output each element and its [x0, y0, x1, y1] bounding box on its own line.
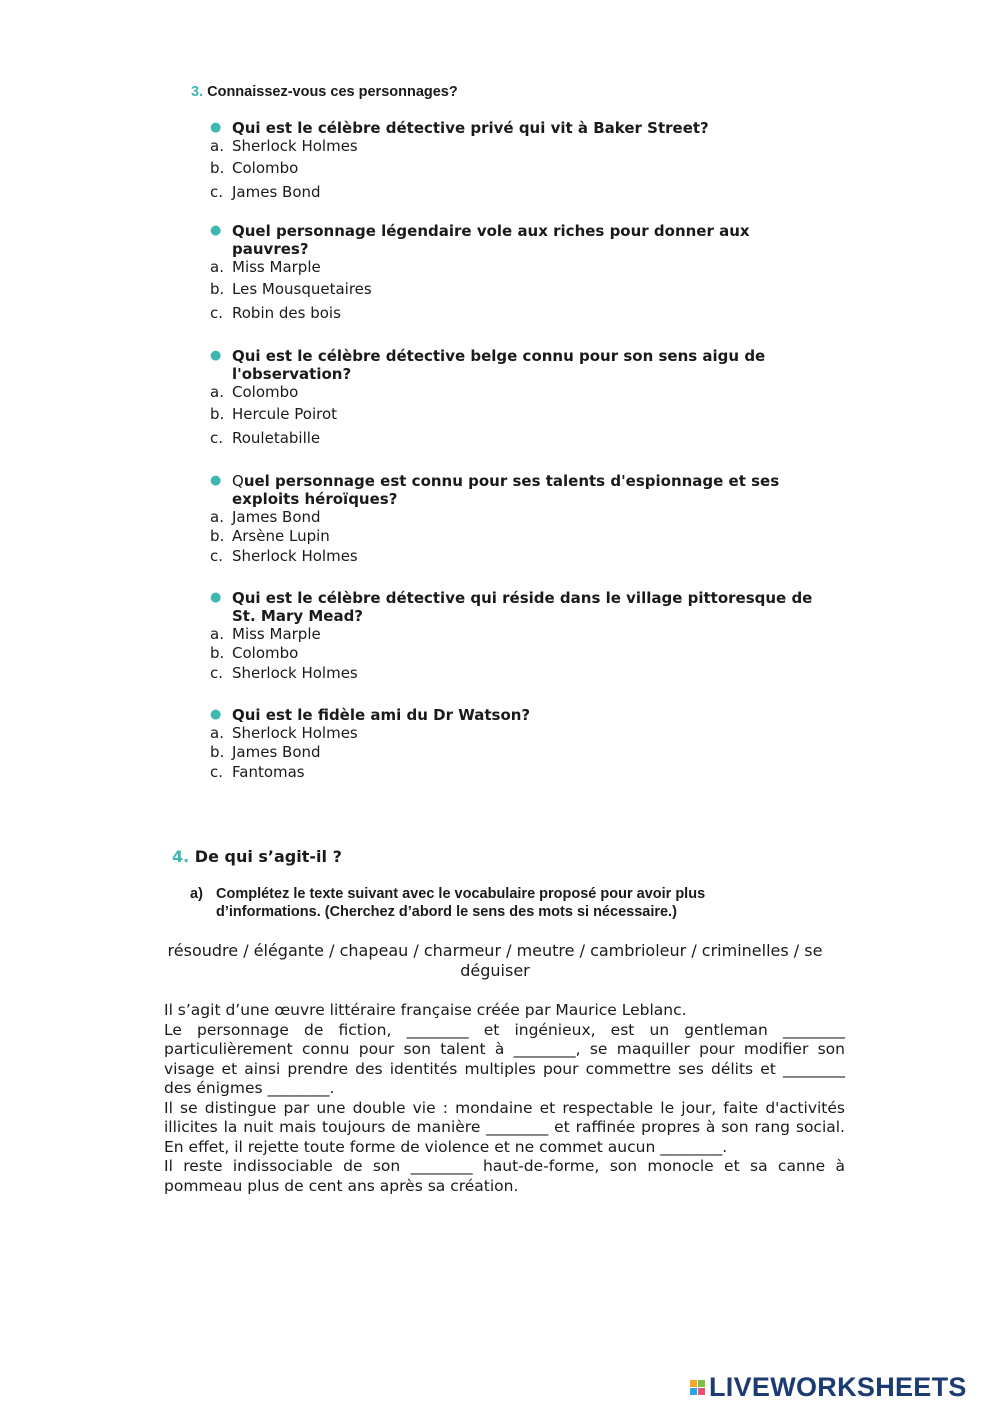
bullet-icon: ● — [210, 590, 222, 605]
question-4 — [210, 472, 830, 566]
section-4-title: De qui s’agit-il ? — [194, 847, 342, 866]
answer-options — [210, 625, 830, 683]
blank-field[interactable]: ________ — [782, 1059, 845, 1078]
blank-field[interactable]: ________ — [486, 1118, 549, 1136]
question-3 — [210, 347, 830, 448]
blank-field[interactable]: ________ — [660, 1137, 723, 1156]
section-3-heading — [191, 84, 458, 100]
question-text: Qui est le célèbre détective qui réside dans le village pittoresque de St. Mary Mead? — [232, 589, 813, 625]
answer-options — [210, 383, 830, 448]
answer-options — [210, 258, 830, 323]
bullet-icon: ● — [210, 473, 222, 488]
answer-option[interactable]: a. Sherlock Holmes — [210, 137, 358, 155]
paragraph-part-1: Le personnage de fiction, ________ et ingénieux, est un gentleman ________ particulièrement connu pour son talent à ________, se maquiller pour modifier son visage et ainsi prendre des identités multiples pour commettre ses délits et ________ des énigmes ________. — [164, 1020, 845, 1097]
answer-options — [210, 508, 830, 566]
fill-in-paragraph — [164, 1001, 845, 1196]
answer-option[interactable]: a. Sherlock Holmes — [210, 724, 358, 742]
paragraph-part-2: Il se distingue par une double vie : mondaine et respectable le jour, faite d'activités illicites la nuit mais toujours de manière ________ et raffinée propres à son rang social. En effet, il rejette toute forme de violence et ne commet aucun ________. — [164, 1098, 845, 1156]
liveworksheets-logo — [690, 1372, 967, 1402]
question-text: Qui est le célèbre détective privé qui vit à Baker Street? — [232, 119, 709, 137]
section-4-heading — [172, 847, 342, 866]
answer-option[interactable]: c. Rouletabille — [210, 429, 321, 447]
answer-option[interactable]: a. Miss Marple — [210, 625, 321, 643]
question-5 — [210, 589, 830, 683]
blank-field[interactable]: ________ — [410, 1157, 473, 1175]
instruction — [190, 885, 790, 921]
answer-option[interactable]: b. Hercule Poirot — [210, 405, 338, 423]
answer-option[interactable]: b. Colombo — [210, 159, 299, 177]
answer-option[interactable]: c. Robin des bois — [210, 304, 341, 322]
section-3-number: 3. — [191, 84, 204, 100]
answer-option[interactable]: c. Sherlock Holmes — [210, 663, 358, 682]
section-4-number: 4. — [172, 847, 190, 866]
bullet-icon: ● — [210, 223, 222, 238]
answer-option[interactable]: a. Colombo — [210, 383, 299, 401]
answer-option[interactable]: a. Miss Marple — [210, 258, 321, 276]
answer-options — [210, 724, 830, 782]
blank-field[interactable]: ________ — [513, 1040, 576, 1058]
logo-text: LIVEWORKSHEETS — [709, 1372, 967, 1402]
answer-option[interactable]: c. James Bond — [210, 183, 321, 201]
paragraph-intro: Il s’agit d’une œuvre littéraire française créée par Maurice Leblanc. — [164, 1001, 687, 1019]
question-text: Quel personnage est connu pour ses talents d'espionnage et ses exploits héroïques? — [232, 472, 780, 508]
bullet-icon: ● — [210, 707, 222, 722]
section-3-title: Connaissez-vous ces personnages? — [207, 84, 458, 100]
logo-cube-icon — [690, 1380, 705, 1395]
bullet-icon: ● — [210, 348, 222, 363]
question-2 — [210, 222, 830, 323]
answer-option[interactable]: b. Arsène Lupin — [210, 527, 330, 546]
blank-field[interactable]: ________ — [782, 1020, 845, 1039]
blank-field[interactable]: ________ — [406, 1020, 469, 1039]
bullet-icon: ● — [210, 120, 222, 135]
question-1 — [210, 119, 830, 202]
instruction-label: a) — [190, 886, 203, 902]
answer-option[interactable]: c. Fantomas — [210, 762, 305, 781]
question-6 — [210, 706, 830, 782]
question-text: Qui est le fidèle ami du Dr Watson? — [232, 706, 531, 724]
question-text: Quel personnage légendaire vole aux riches pour donner aux pauvres? — [232, 222, 750, 258]
answer-option[interactable]: a. James Bond — [210, 508, 321, 526]
instruction-text: Complétez le texte suivant avec le vocabulaire proposé pour avoir plus d’informations. (Cherchez d’abord le sens des mots si nécessaire.) — [216, 886, 706, 920]
answer-option[interactable]: b. Colombo — [210, 644, 299, 663]
blank-field[interactable]: ________ — [267, 1079, 330, 1097]
vocabulary-list: résoudre / élégante / chapeau / charmeur / meutre / cambrioleur / criminelles / se déguiser — [167, 941, 823, 980]
answer-options — [210, 137, 830, 202]
question-text: Qui est le célèbre détective belge connu pour son sens aigu de l'observation? — [232, 347, 766, 383]
answer-option[interactable]: b. Les Mousquetaires — [210, 280, 372, 298]
answer-option[interactable]: c. Sherlock Holmes — [210, 546, 358, 565]
answer-option[interactable]: b. James Bond — [210, 743, 321, 762]
paragraph-part-3: Il reste indissociable de son ________ haut-de-forme, son monocle et sa canne à pommeau plus de cent ans après sa création. — [164, 1157, 845, 1195]
